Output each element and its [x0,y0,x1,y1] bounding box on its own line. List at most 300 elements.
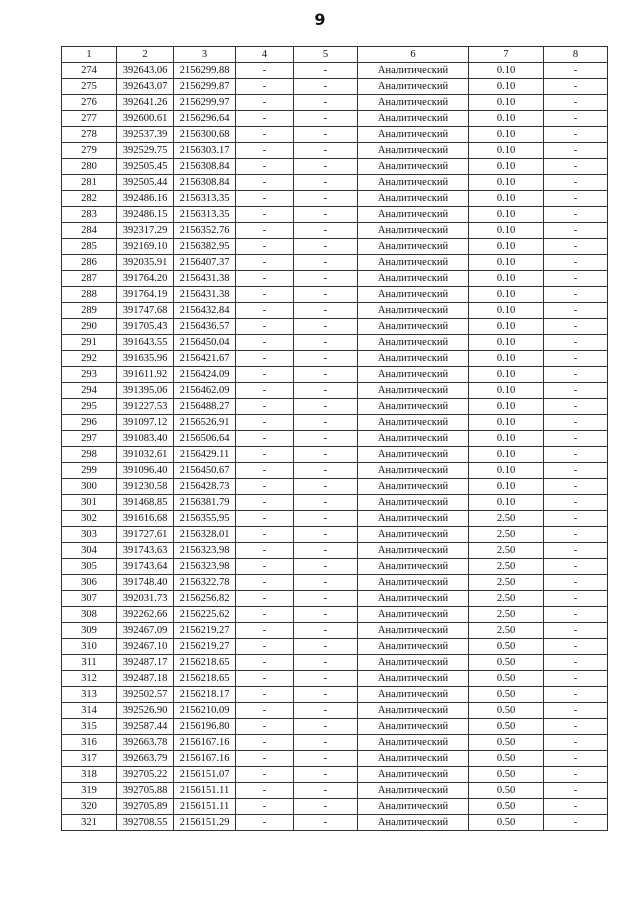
table-cell: 0.10 [469,255,544,271]
table-cell: - [294,527,358,543]
table-cell: - [236,111,294,127]
table-cell: 309 [62,623,117,639]
table-cell: - [294,335,358,351]
table-cell: - [236,495,294,511]
table-cell: 392505.44 [117,175,174,191]
table-cell: 2156167.16 [174,735,236,751]
table-cell: 0.50 [469,783,544,799]
table-cell: 391227.53 [117,399,174,415]
table-cell: 392643.06 [117,63,174,79]
table-cell: 392486.16 [117,191,174,207]
table-cell: 392487.18 [117,671,174,687]
table-cell: - [236,623,294,639]
table-cell: 316 [62,735,117,751]
table-cell: - [236,239,294,255]
table-cell: Аналитический [358,591,469,607]
table-cell: - [544,223,608,239]
table-cell: 290 [62,319,117,335]
table-cell: - [236,287,294,303]
table-cell: Аналитический [358,175,469,191]
table-row [62,799,608,815]
table-cell: 2156219.27 [174,639,236,655]
table-row [62,559,608,575]
table-cell: - [294,543,358,559]
table-cell: Аналитический [358,639,469,655]
table-cell: 391748.40 [117,575,174,591]
table-cell: 0.10 [469,239,544,255]
table-cell: 391764.20 [117,271,174,287]
table-cell: 2156450.04 [174,335,236,351]
table-cell: 2156167.16 [174,751,236,767]
table-cell: 318 [62,767,117,783]
table-cell: 392502.57 [117,687,174,703]
table-row [62,255,608,271]
table-cell: - [294,271,358,287]
table-row [62,223,608,239]
table-cell: 2156436.57 [174,319,236,335]
table-cell: - [544,495,608,511]
table-cell: Аналитический [358,111,469,127]
table-cell: 0.10 [469,175,544,191]
table-cell: 391611.92 [117,367,174,383]
table-cell: - [236,175,294,191]
table-cell: - [294,207,358,223]
table-header-row [62,47,608,63]
table-cell: 2156323.98 [174,559,236,575]
table-cell: - [236,639,294,655]
column-header: 4 [236,47,294,63]
table-cell: 392035.91 [117,255,174,271]
table-cell: 2.50 [469,527,544,543]
table-cell: - [294,655,358,671]
table-cell: Аналитический [358,575,469,591]
table-cell: - [236,767,294,783]
table-cell: 2.50 [469,623,544,639]
table-row [62,431,608,447]
table-cell: - [236,799,294,815]
table-row [62,415,608,431]
table-cell: - [294,255,358,271]
table-cell: 391743.63 [117,543,174,559]
table-cell: 308 [62,607,117,623]
table-cell: Аналитический [358,527,469,543]
table-cell: Аналитический [358,223,469,239]
table-cell: - [544,655,608,671]
table-cell: - [236,735,294,751]
table-cell: 2156407.37 [174,255,236,271]
table-cell: Аналитический [358,607,469,623]
table-cell: - [294,191,358,207]
table-cell: 392317.29 [117,223,174,239]
table-cell: - [236,687,294,703]
table-cell: - [544,719,608,735]
table-row [62,111,608,127]
table-cell: - [544,351,608,367]
table-cell: Аналитический [358,351,469,367]
table-cell: - [236,479,294,495]
table-row [62,767,608,783]
table-cell: - [294,495,358,511]
table-cell: 2156218.65 [174,671,236,687]
table-cell: 2156300.68 [174,127,236,143]
table-cell: 0.10 [469,383,544,399]
table-cell: 2156526.91 [174,415,236,431]
table-row [62,495,608,511]
table-row [62,79,608,95]
table-cell: - [294,127,358,143]
table-cell: 0.10 [469,303,544,319]
table-cell: 0.10 [469,287,544,303]
table-cell: 286 [62,255,117,271]
table-cell: - [236,655,294,671]
table-cell: - [294,783,358,799]
table-cell: - [294,239,358,255]
table-cell: 2.50 [469,511,544,527]
table-cell: 321 [62,815,117,831]
table-cell: 2156382.95 [174,239,236,255]
table-cell: - [294,223,358,239]
table-row [62,639,608,655]
table-cell: - [236,719,294,735]
table-cell: 0.10 [469,111,544,127]
table-cell: 293 [62,367,117,383]
table-cell: - [236,543,294,559]
table-cell: 391616.68 [117,511,174,527]
table-row [62,751,608,767]
coordinates-table [61,46,608,831]
table-cell: 282 [62,191,117,207]
table-cell: 2156424.09 [174,367,236,383]
table-cell: - [236,703,294,719]
table-cell: 320 [62,799,117,815]
page-number: 9 [314,10,326,29]
table-cell: - [294,63,358,79]
table-cell: 0.10 [469,95,544,111]
table-cell: - [544,239,608,255]
table-cell: 0.10 [469,159,544,175]
table-cell: - [544,671,608,687]
table-cell: - [236,335,294,351]
table-cell: 317 [62,751,117,767]
table-cell: - [294,95,358,111]
table-row [62,319,608,335]
table-cell: 314 [62,703,117,719]
table-cell: 0.10 [469,447,544,463]
table-cell: - [236,575,294,591]
table-cell: 2156308.84 [174,175,236,191]
table-cell: 294 [62,383,117,399]
table-cell: Аналитический [358,815,469,831]
table-cell: - [236,319,294,335]
table-cell: - [294,671,358,687]
table-cell: 392526.90 [117,703,174,719]
table-cell: 297 [62,431,117,447]
table-cell: 296 [62,415,117,431]
table-cell: 306 [62,575,117,591]
table-cell: 2156219.27 [174,623,236,639]
table-cell: 0.10 [469,191,544,207]
table-cell: - [544,735,608,751]
table-cell: - [544,383,608,399]
table-cell: 392705.89 [117,799,174,815]
table-cell: 276 [62,95,117,111]
table-cell: Аналитический [358,447,469,463]
table-cell: Аналитический [358,463,469,479]
table-cell: 285 [62,239,117,255]
table-cell: - [236,303,294,319]
table-cell: 2156151.11 [174,783,236,799]
table-row [62,351,608,367]
table-cell: Аналитический [358,703,469,719]
table-cell: - [236,351,294,367]
table-cell: Аналитический [358,783,469,799]
table-cell: 295 [62,399,117,415]
table-cell: - [544,415,608,431]
table-cell: - [544,319,608,335]
table-cell: 307 [62,591,117,607]
table-cell: 2156151.11 [174,799,236,815]
table-cell: 2156352.76 [174,223,236,239]
table-cell: 0.50 [469,671,544,687]
table-cell: 2156210.09 [174,703,236,719]
table-cell: Аналитический [358,655,469,671]
table-cell: 2156428.73 [174,479,236,495]
table-row [62,815,608,831]
table-cell: 312 [62,671,117,687]
table-cell: 392641.26 [117,95,174,111]
table-cell: 2156431.38 [174,287,236,303]
table-cell: 2156450.67 [174,463,236,479]
table-cell: 0.50 [469,655,544,671]
table-cell: 2156421.67 [174,351,236,367]
table-cell: 280 [62,159,117,175]
table-cell: - [294,639,358,655]
table-cell: - [294,447,358,463]
table-cell: - [294,159,358,175]
table-cell: - [544,623,608,639]
table-row [62,511,608,527]
table-cell: 0.10 [469,351,544,367]
table-cell: 287 [62,271,117,287]
table-cell: 0.50 [469,639,544,655]
table-cell: 275 [62,79,117,95]
table-cell: 0.50 [469,767,544,783]
table-cell: 310 [62,639,117,655]
table-cell: 0.10 [469,143,544,159]
table-cell: - [294,575,358,591]
table-cell: - [236,143,294,159]
table-cell: Аналитический [358,543,469,559]
table-cell: 2156218.65 [174,655,236,671]
table-cell: - [236,223,294,239]
table-cell: - [544,63,608,79]
table-cell: - [544,287,608,303]
table-cell: Аналитический [358,511,469,527]
table-cell: 2156462.09 [174,383,236,399]
table-cell: - [294,751,358,767]
column-header: 5 [294,47,358,63]
table-cell: 2156218.17 [174,687,236,703]
table-cell: - [294,175,358,191]
table-cell: 392031.73 [117,591,174,607]
table-cell: - [236,255,294,271]
table-cell: 2156225.62 [174,607,236,623]
column-header: 2 [117,47,174,63]
table-cell: - [294,559,358,575]
table-row [62,447,608,463]
table-cell: 392467.09 [117,623,174,639]
table-cell: - [236,127,294,143]
table-cell: Аналитический [358,431,469,447]
table-cell: 303 [62,527,117,543]
table-cell: - [544,815,608,831]
table-row [62,335,608,351]
table-cell: 0.10 [469,63,544,79]
table-cell: 0.10 [469,79,544,95]
table-cell: - [236,607,294,623]
table-cell: 391635.96 [117,351,174,367]
table-cell: - [294,431,358,447]
table-cell: Аналитический [358,751,469,767]
table-cell: Аналитический [358,143,469,159]
table-row [62,479,608,495]
table-cell: - [236,783,294,799]
table-cell: - [294,111,358,127]
table-cell: 392663.78 [117,735,174,751]
table-cell: - [544,543,608,559]
table-cell: 289 [62,303,117,319]
table-cell: 2156299.97 [174,95,236,111]
table-cell: 2156308.84 [174,159,236,175]
table-cell: - [294,367,358,383]
table-cell: 281 [62,175,117,191]
table-cell: 279 [62,143,117,159]
table-cell: 392643.07 [117,79,174,95]
table-row [62,719,608,735]
table-cell: 300 [62,479,117,495]
table-cell: - [294,399,358,415]
table-cell: - [544,799,608,815]
table-cell: 0.10 [469,335,544,351]
table-cell: Аналитический [358,95,469,111]
table-cell: Аналитический [358,719,469,735]
table-cell: - [236,527,294,543]
table-cell: 391705.43 [117,319,174,335]
table-row [62,95,608,111]
table-cell: 2.50 [469,575,544,591]
table-cell: 0.10 [469,431,544,447]
table-cell: - [544,159,608,175]
table-cell: - [236,815,294,831]
table-cell: - [544,767,608,783]
table-cell: - [294,607,358,623]
table-cell: - [544,447,608,463]
table-cell: 291 [62,335,117,351]
table-cell: 2156296.64 [174,111,236,127]
table-cell: - [544,575,608,591]
table-cell: 2.50 [469,543,544,559]
table-cell: 2156506.64 [174,431,236,447]
table-cell: 0.10 [469,463,544,479]
table-cell: 0.10 [469,271,544,287]
table-cell: 304 [62,543,117,559]
table-cell: - [294,703,358,719]
table-cell: 302 [62,511,117,527]
column-header: 3 [174,47,236,63]
table-cell: - [236,671,294,687]
table-cell: 2156488.27 [174,399,236,415]
table-cell: 0.10 [469,127,544,143]
table-cell: - [236,271,294,287]
table-cell: 2.50 [469,607,544,623]
table-cell: Аналитический [358,207,469,223]
table-cell: - [236,159,294,175]
table-row [62,63,608,79]
table-cell: 391032.61 [117,447,174,463]
table-row [62,191,608,207]
table-cell: - [544,399,608,415]
table-cell: Аналитический [358,671,469,687]
table-cell: - [294,815,358,831]
table-cell: 298 [62,447,117,463]
table-cell: - [544,127,608,143]
table-cell: Аналитический [358,239,469,255]
table-cell: 274 [62,63,117,79]
table-cell: - [236,751,294,767]
table-cell: 392169.10 [117,239,174,255]
table-cell: - [544,527,608,543]
table-row [62,207,608,223]
table-cell: - [236,559,294,575]
table-cell: 391230.58 [117,479,174,495]
table-cell: - [294,623,358,639]
table-cell: 284 [62,223,117,239]
table-cell: 301 [62,495,117,511]
table-row [62,783,608,799]
table-cell: - [544,639,608,655]
table-cell: 0.50 [469,703,544,719]
table-cell: - [294,351,358,367]
table-cell: 0.10 [469,207,544,223]
table-cell: - [236,191,294,207]
table-cell: 391083.40 [117,431,174,447]
table-cell: Аналитический [358,303,469,319]
table-cell: 2156196.80 [174,719,236,735]
table-cell: - [544,463,608,479]
table-row [62,463,608,479]
table-cell: - [544,559,608,575]
table-cell: - [544,95,608,111]
table-row [62,607,608,623]
table-cell: 2156256.82 [174,591,236,607]
table-row [62,687,608,703]
table-cell: 0.50 [469,815,544,831]
table-cell: 392529.75 [117,143,174,159]
table-cell: Аналитический [358,271,469,287]
table-cell: 0.10 [469,223,544,239]
table-cell: 305 [62,559,117,575]
table-cell: 319 [62,783,117,799]
table-cell: 392487.17 [117,655,174,671]
table-row [62,287,608,303]
table-cell: - [544,783,608,799]
table-cell: 0.50 [469,687,544,703]
table-cell: 391743.64 [117,559,174,575]
table-row [62,623,608,639]
table-row [62,575,608,591]
table-cell: 392705.88 [117,783,174,799]
table-cell: 2.50 [469,591,544,607]
